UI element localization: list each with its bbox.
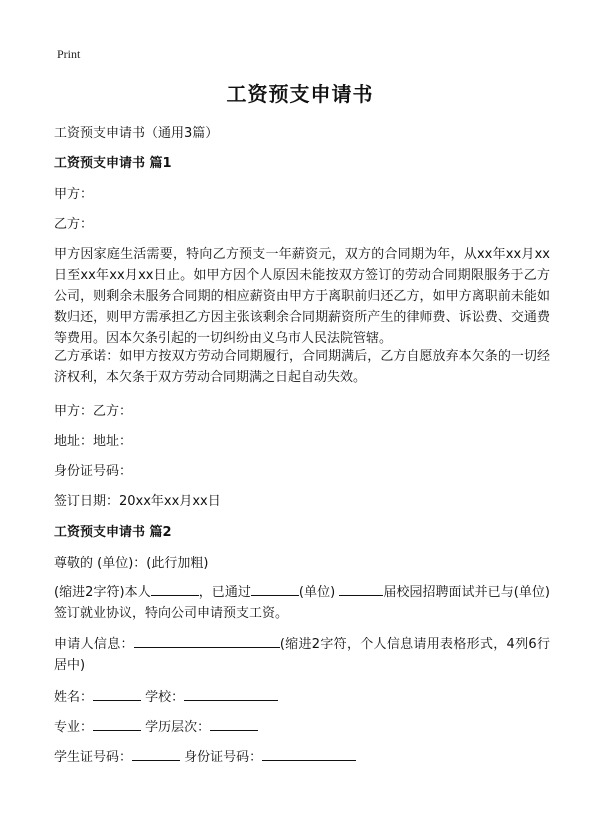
student-id-line [54,746,356,765]
student-id-label: 学生证号码： [54,750,133,765]
name-label: 姓名： [54,690,94,705]
greeting-line: 尊敬的 (单位)：(此行加粗) [54,556,209,571]
name-blank [151,583,199,596]
year-blank [339,583,383,596]
party-a-label: 甲方： [54,187,94,202]
level-label: 学历层次： [145,720,211,735]
major-level-line [54,716,258,735]
address-line: 地址：地址： [54,434,133,449]
print-link[interactable]: Print [57,47,81,61]
applicant-info-line [54,634,550,676]
student-id-blank [132,748,180,761]
school-field-blank [184,688,278,701]
section1-heading: 工资预支申请书 篇1 [54,156,172,171]
name-school-line [54,686,278,705]
document-subtitle: 工资预支申请书（通用3篇） [54,126,219,141]
p1-text-d: 届校园招聘面试并已与(单位)签订就业协议，特向公司申请预支工资。 [54,585,550,621]
p1-text-c: (单位) [298,585,336,600]
section1-paragraph-1: 甲方因家庭生活需要，特向乙方预支一年薪资元，双方的合同期为年，从xx年xx月xx日至xx年xx月xx日止。如甲方因个人原因未能按双方签订的劳动合同期限服务于乙方公司，则剩余未服务合同期的相应薪资由甲方于离职前归还乙方，如甲方离职前未能如数归还，则甲方需承担乙方因主张该剩余合同期薪资所产生的律师费、诉讼费、交通费等费用。因本欠条引起的一切纠纷由义乌市人民法院管辖。 [54,247,550,346]
p1-text-a: (缩进2字符)本人 [54,585,151,600]
document-title: 工资预支申请书 [226,82,374,106]
major-field-blank [93,718,141,731]
sign-date-line: 签订日期：20xx年xx月xx日 [54,494,221,509]
p1-text-b: ，已通过 [198,585,251,600]
school-blank [251,583,299,596]
applicant-label: 申请人信息： [54,637,134,652]
section2-heading: 工资预支申请书 篇2 [54,525,172,540]
id-label: 身份证号码： [184,750,263,765]
level-field-blank [210,718,258,731]
applicant-blank [134,635,280,648]
applicant-note: (缩进2字符，个人信息请用表格形式，4列6行居中) [54,637,550,673]
sign-parties-line: 甲方：乙方： [54,404,133,419]
id-number-line: 身份证号码： [54,464,133,479]
major-label: 专业： [54,720,94,735]
section1-paragraph-2: 乙方承诺：如甲方按双方劳动合同期履行，合同期满后，乙方自愿放弃本欠条的一切经济权利，本欠条于双方劳动合同期满之日起自动失效。 [54,349,550,385]
party-b-label: 乙方： [54,217,94,232]
section2-paragraph-1 [54,582,550,624]
school-label: 学校： [145,690,185,705]
name-field-blank [93,688,141,701]
id-field-blank [262,748,356,761]
